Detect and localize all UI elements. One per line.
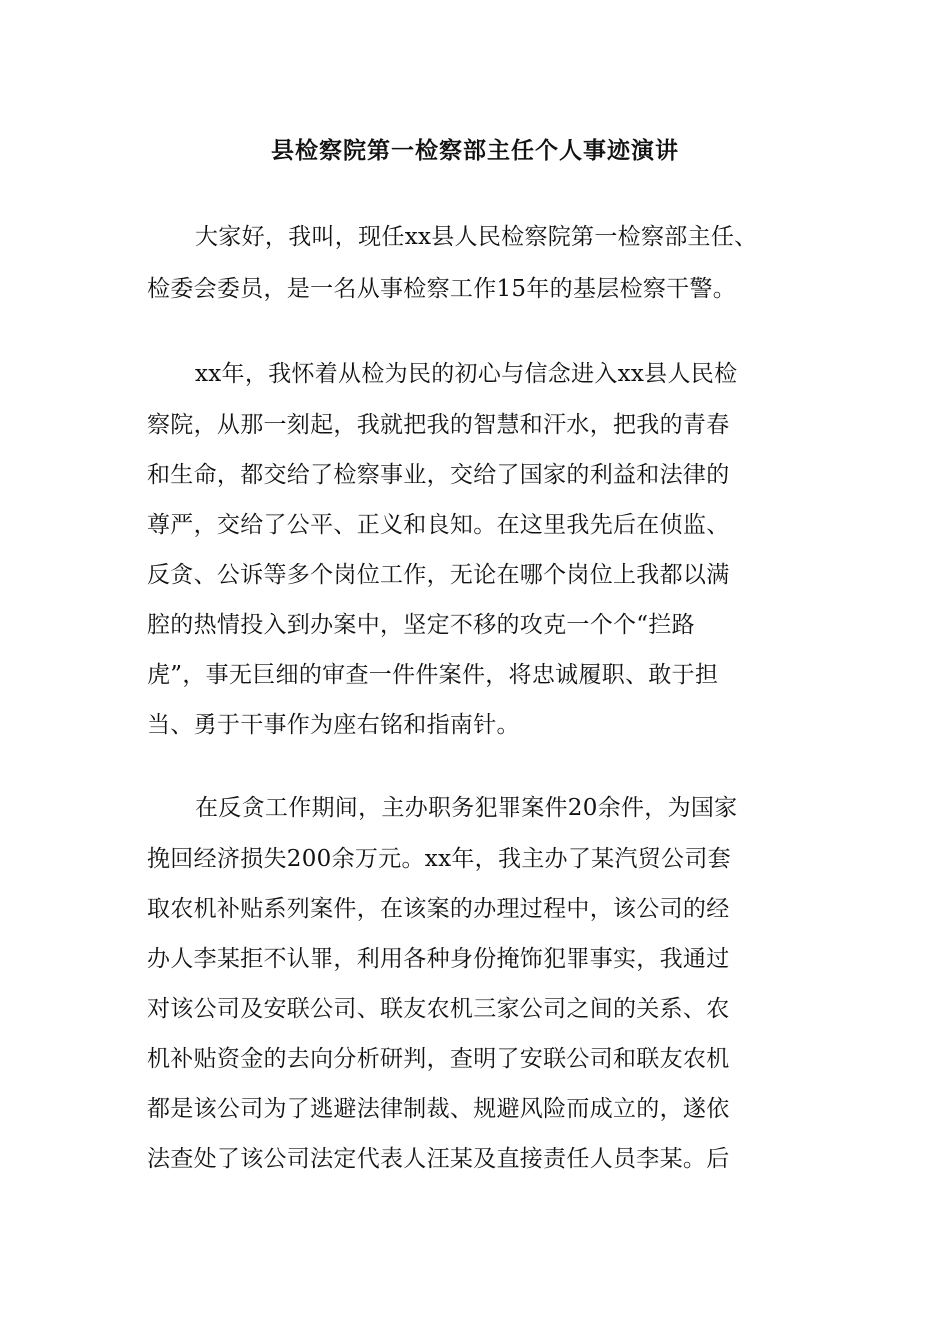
paragraph-2-line-5: 反贪、公诉等多个岗位工作，无论在哪个岗位上我都以满 [147, 562, 730, 588]
paragraph-2-line-1: xx年，我怀着从检为民的初心与信念进入xx县人民检 [195, 361, 738, 387]
paragraph-3-line-2: 挽回经济损失200余万元。xx年，我主办了某汽贸公司套 [147, 846, 731, 872]
paragraph-2-line-4: 尊严，交给了公平、正义和良知。在这里我先后在侦监、 [147, 512, 730, 538]
paragraph-1-line-2: 检委会委员，是一名从事检察工作15年的基层检察干警。 [147, 276, 737, 302]
paragraph-3-line-3: 取农机补贴系列案件，在该案的办理过程中，该公司的经 [147, 896, 730, 922]
paragraph-3-line-7: 都是该公司为了逃避法律制裁、规避风险而成立的，遂依 [147, 1096, 730, 1122]
paragraph-1-line-1: 大家好，我叫，现任xx县人民检察院第一检察部主任、 [195, 224, 758, 250]
paragraph-2-line-6: 腔的热情投入到办案中，坚定不移的攻克一个个“拦路 [147, 612, 695, 638]
paragraph-3-line-5: 对该公司及安联公司、联友农机三家公司之间的关系、农 [147, 996, 730, 1022]
paragraph-2-line-3: 和生命，都交给了检察事业，交给了国家的利益和法律的 [147, 462, 730, 488]
paragraph-2-line-2: 察院，从那一刻起，我就把我的智慧和汗水，把我的青春 [147, 412, 730, 438]
document-title: 县检察院第一检察部主任个人事迹演讲 [271, 137, 679, 164]
paragraph-3-line-6: 机补贴资金的去向分析研判，查明了安联公司和联友农机 [147, 1046, 730, 1072]
paragraph-3-line-4: 办人李某拒不认罪，利用各种身份掩饰犯罪事实，我通过 [147, 946, 730, 972]
paragraph-2-line-7: 虎”，事无巨细的审查一件件案件，将忠诚履职、敢于担 [147, 662, 719, 688]
paragraph-3-line-1: 在反贪工作期间，主办职务犯罪案件20余件，为国家 [195, 795, 738, 821]
paragraph-2-line-8: 当、勇于干事作为座右铭和指南针。 [147, 712, 520, 738]
paragraph-3-line-8: 法查处了该公司法定代表人汪某及直接责任人员李某。后 [147, 1146, 730, 1172]
